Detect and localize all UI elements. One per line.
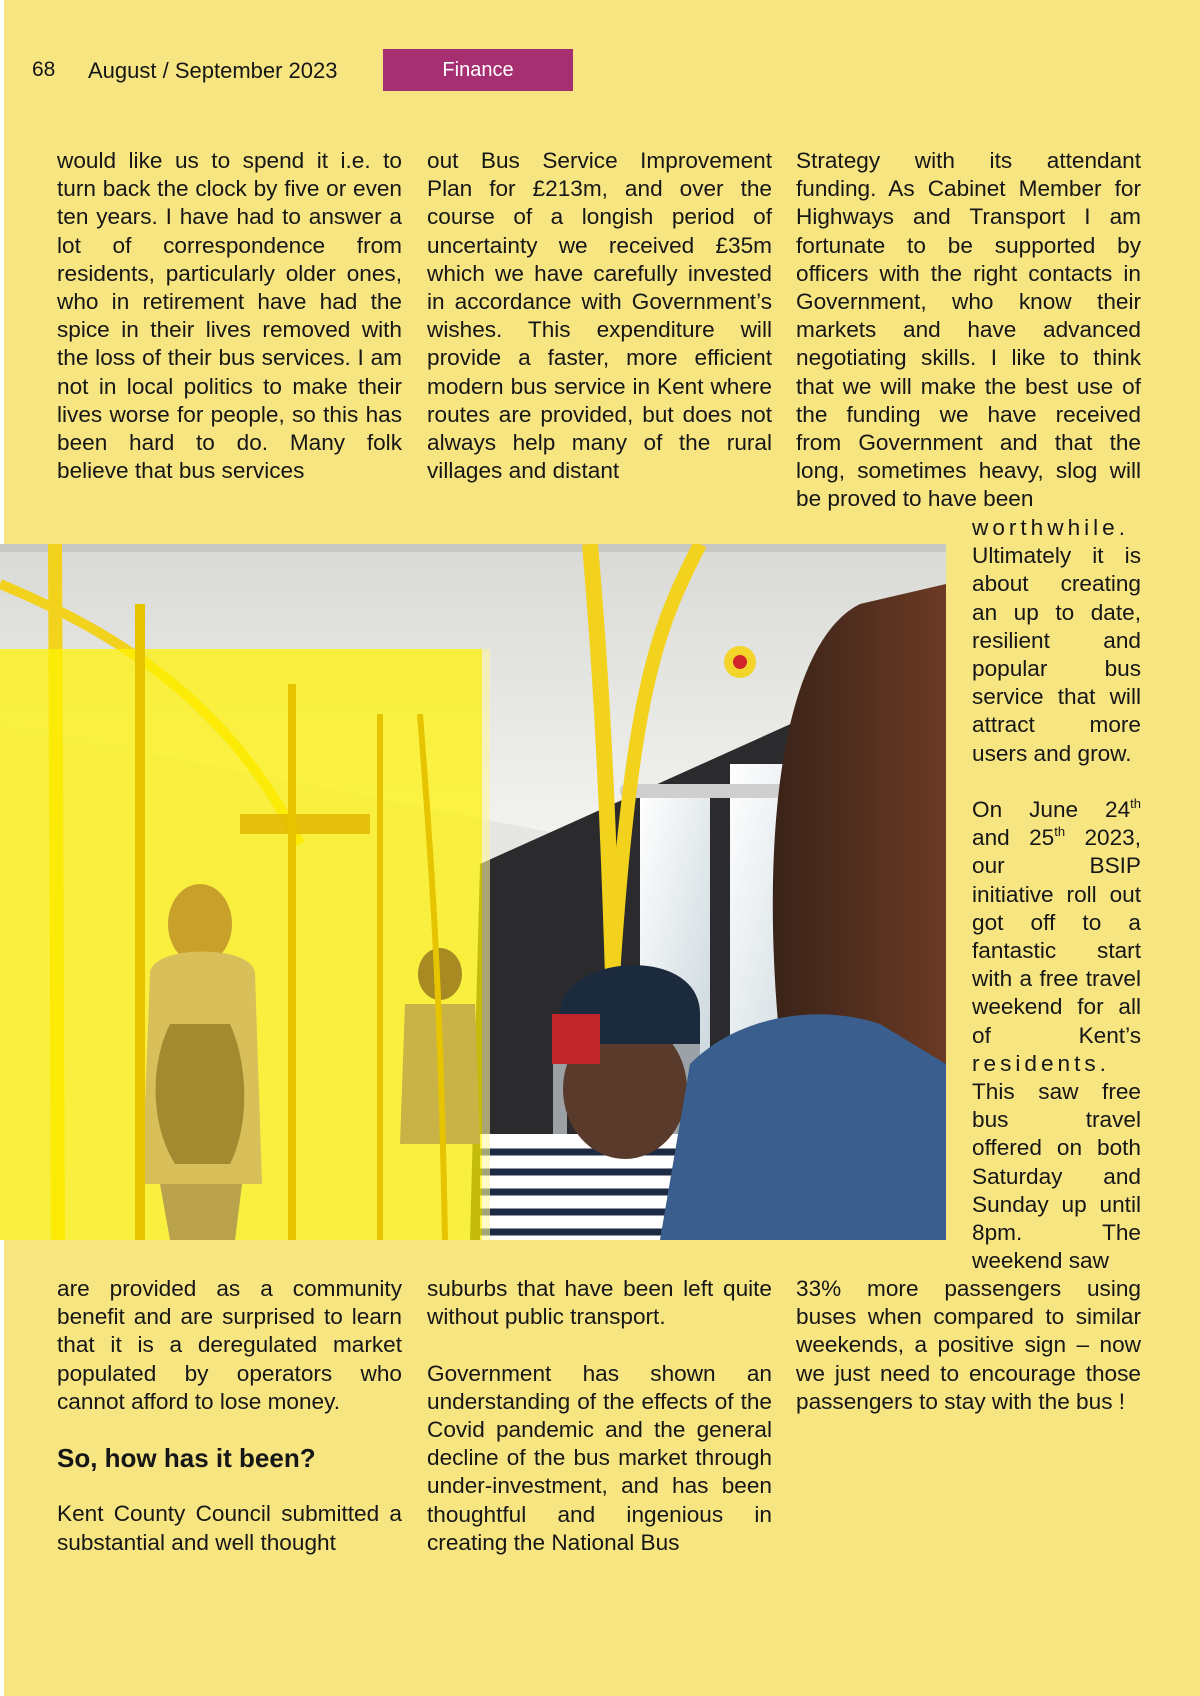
- issue-date: August / September 2023: [88, 58, 338, 83]
- section-tag-label: Finance: [442, 58, 514, 81]
- page-header: [0, 48, 1200, 92]
- paragraph: Government has shown an understanding of the effects of the Covid pandemic and the general decline of the bus market through under-investment, and has been thoughtful and ingenious in creating the National Bus: [427, 1360, 772, 1555]
- column-3-bottom: [796, 1275, 1141, 1416]
- spaced-word: residents.: [972, 1050, 1110, 1076]
- sub-heading: So, how has it been?: [57, 1443, 316, 1474]
- paragraph: would like us to spend it i.e. to turn back the clock by five or even ten years. I have had to answer a lot of correspondence from residents, particularly older ones, who in retirement have had the spice in their lives removed with the loss of their bus services. I am not in local politics to make their lives worse for people, so this has been hard to do. Many folk believe that bus services: [57, 148, 402, 484]
- column-1-top: [57, 147, 402, 485]
- text-run: and 25: [972, 825, 1055, 851]
- paragraph: [972, 796, 1141, 1275]
- paragraph: suburbs that have been left quite without public transport.: [427, 1276, 772, 1330]
- text-run: 2023, our BSIP initiative roll out got off to a fantastic start with a free travel weekend for all of Kent’s: [972, 825, 1141, 1048]
- page-number: 68: [32, 58, 56, 81]
- paragraph: 33% more passengers using buses when compared to similar weekends, a positive sign – now we just need to encourage those passengers to stay with the bus !: [796, 1276, 1141, 1414]
- text-run: On June 24: [972, 797, 1131, 823]
- spaced-word: worthwhile.: [972, 515, 1130, 540]
- ordinal-suffix: th: [1054, 824, 1066, 840]
- paragraph: out Bus Service Improvement Plan for £213m, and over the course of a longish period of uncertainty we received £35m which we have carefully invested in accordance with Government’s wishes. This expenditure will provide a faster, more efficient modern bus service in Kent where routes are provided, but does not always help many of the rural villages and distant: [427, 148, 772, 484]
- column-2-top: [427, 147, 772, 485]
- ordinal-suffix: th: [1130, 796, 1141, 812]
- paragraph: Kent County Council submitted a substantial and well thought: [57, 1501, 402, 1555]
- column-3-wrap: [972, 514, 1141, 1275]
- text-run: Ultimately it is about creating an up to date, resilient and popular bus service that will attract more users and grow.: [972, 543, 1141, 766]
- column-3-top: [796, 147, 1141, 514]
- section-tag: [383, 49, 573, 91]
- paragraph: [972, 514, 1141, 768]
- text-run: This saw free bus travel offered on both Saturday and Sunday up until 8pm. The weekend saw: [972, 1079, 1141, 1274]
- paragraph: are provided as a community benefit and are surprised to learn that it is a deregulated market populated by operators who cannot afford to lose money.: [57, 1276, 402, 1414]
- paragraph: Strategy with its attendant funding. As Cabinet Member for Highways and Transport I am fortunate to be supported by officers with the right contacts in Government, who know their markets and have advanced negotiating skills. I like to think that we will make the best use of the funding we have received from Government and that the long, sometimes heavy, slog will be proved to have been: [796, 148, 1141, 512]
- column-2-bottom: [427, 1275, 772, 1557]
- bus-interior-photo: [0, 544, 946, 1240]
- column-1-bottom: [57, 1275, 402, 1557]
